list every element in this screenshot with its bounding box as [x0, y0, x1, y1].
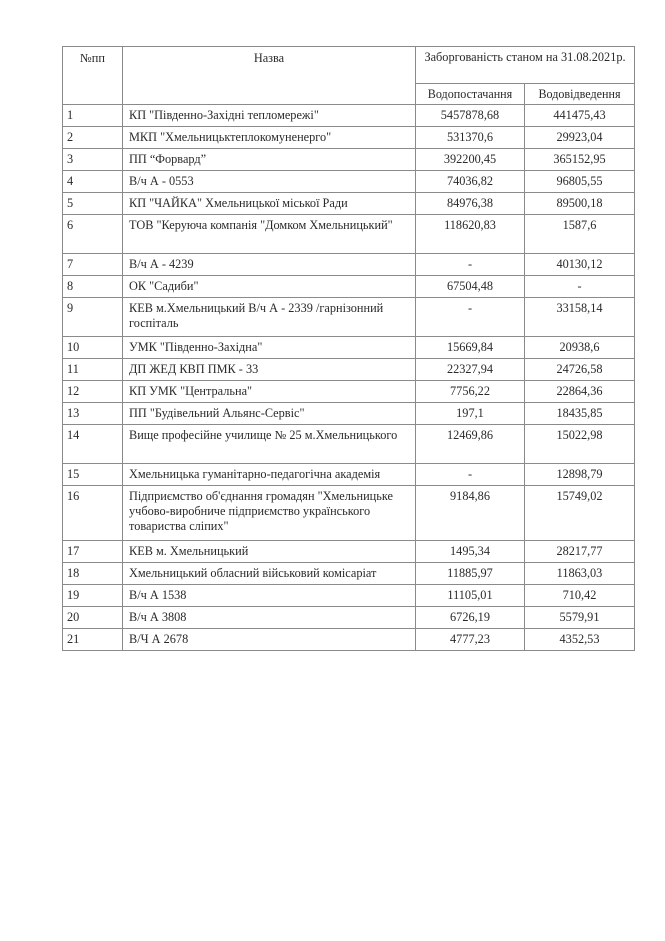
row-name: Хмельницька гуманітарно-педагогічна академія [123, 464, 416, 486]
row-name: В/ч А - 0553 [123, 171, 416, 193]
row-water-disposal: 710,42 [525, 585, 635, 607]
row-water-supply: - [416, 298, 525, 337]
table-row [63, 486, 635, 541]
row-number: 21 [63, 629, 123, 651]
table-row [63, 359, 635, 381]
table-body [63, 105, 635, 651]
table-row [63, 127, 635, 149]
row-water-disposal: 24726,58 [525, 359, 635, 381]
row-name: Підприємство об'єднання громадян "Хмельницьке учбово-виробниче підприємство українського товариства сліпих" [123, 486, 416, 541]
row-name: ОК "Садиби" [123, 276, 416, 298]
row-number: 18 [63, 563, 123, 585]
row-name: ДП ЖЕД КВП ПМК - 33 [123, 359, 416, 381]
table-row [63, 464, 635, 486]
row-water-disposal: 4352,53 [525, 629, 635, 651]
table-row [63, 607, 635, 629]
row-name: В/Ч А 2678 [123, 629, 416, 651]
row-water-supply: - [416, 254, 525, 276]
row-water-supply: 9184,86 [416, 486, 525, 541]
row-number: 5 [63, 193, 123, 215]
row-water-supply: 6726,19 [416, 607, 525, 629]
row-number: 14 [63, 425, 123, 464]
row-name: ПП "Будівельний Альянс-Сервіс" [123, 403, 416, 425]
table-row [63, 541, 635, 563]
header-water-disposal: Водовідведення [525, 84, 635, 105]
header-water-supply: Водопостачання [416, 84, 525, 105]
table-row [63, 149, 635, 171]
row-number: 9 [63, 298, 123, 337]
row-water-supply: - [416, 464, 525, 486]
row-water-disposal: 89500,18 [525, 193, 635, 215]
row-number: 20 [63, 607, 123, 629]
row-number: 7 [63, 254, 123, 276]
row-name: МКП "Хмельницьктеплокомуненерго" [123, 127, 416, 149]
row-number: 2 [63, 127, 123, 149]
row-name: КП "ЧАЙКА" Хмельницької міської Ради [123, 193, 416, 215]
row-water-supply: 11885,97 [416, 563, 525, 585]
row-number: 3 [63, 149, 123, 171]
row-number: 8 [63, 276, 123, 298]
row-name: В/ч А 3808 [123, 607, 416, 629]
header-debt-group: Заборгованість станом на 31.08.2021р. [416, 47, 635, 84]
row-water-disposal: 441475,43 [525, 105, 635, 127]
row-water-disposal: 1587,6 [525, 215, 635, 254]
row-number: 11 [63, 359, 123, 381]
row-name: ТОВ "Керуюча компанія "Домком Хмельницький" [123, 215, 416, 254]
table-row [63, 105, 635, 127]
row-water-disposal: 365152,95 [525, 149, 635, 171]
row-number: 12 [63, 381, 123, 403]
row-name: В/ч А 1538 [123, 585, 416, 607]
row-number: 4 [63, 171, 123, 193]
row-water-disposal: 33158,14 [525, 298, 635, 337]
row-name: ПП “Форвард” [123, 149, 416, 171]
row-name: Хмельницький обласний військовий комісаріат [123, 563, 416, 585]
row-number: 16 [63, 486, 123, 541]
row-water-disposal: 12898,79 [525, 464, 635, 486]
row-water-supply: 4777,23 [416, 629, 525, 651]
row-water-supply: 74036,82 [416, 171, 525, 193]
row-water-supply: 15669,84 [416, 337, 525, 359]
row-number: 15 [63, 464, 123, 486]
row-name: В/ч А - 4239 [123, 254, 416, 276]
row-number: 13 [63, 403, 123, 425]
row-water-disposal: - [525, 276, 635, 298]
row-water-disposal: 15022,98 [525, 425, 635, 464]
row-water-supply: 5457878,68 [416, 105, 525, 127]
row-number: 1 [63, 105, 123, 127]
debt-table [62, 46, 635, 651]
row-water-disposal: 22864,36 [525, 381, 635, 403]
row-name: Вище професійне училище № 25 м.Хмельницького [123, 425, 416, 464]
row-water-supply: 11105,01 [416, 585, 525, 607]
row-water-disposal: 96805,55 [525, 171, 635, 193]
row-name: КЕВ м. Хмельницький [123, 541, 416, 563]
table-row [63, 629, 635, 651]
row-water-supply: 84976,38 [416, 193, 525, 215]
table-row [63, 337, 635, 359]
row-water-disposal: 28217,77 [525, 541, 635, 563]
row-water-supply: 1495,34 [416, 541, 525, 563]
header-name: Назва [123, 47, 416, 105]
table-row [63, 381, 635, 403]
row-number: 6 [63, 215, 123, 254]
row-water-disposal: 5579,91 [525, 607, 635, 629]
row-water-supply: 12469,86 [416, 425, 525, 464]
row-name: КЕВ м.Хмельницький В/ч А - 2339 /гарнізонний госпіталь [123, 298, 416, 337]
row-water-supply: 197,1 [416, 403, 525, 425]
header-row [63, 47, 635, 84]
row-number: 10 [63, 337, 123, 359]
header-number: №пп [63, 47, 123, 105]
row-water-supply: 67504,48 [416, 276, 525, 298]
table-row [63, 254, 635, 276]
row-water-disposal: 29923,04 [525, 127, 635, 149]
row-number: 17 [63, 541, 123, 563]
table-row [63, 298, 635, 337]
row-number: 19 [63, 585, 123, 607]
row-name: УМК "Південно-Західна" [123, 337, 416, 359]
row-water-disposal: 11863,03 [525, 563, 635, 585]
table-row [63, 171, 635, 193]
table-row [63, 276, 635, 298]
table-row [63, 193, 635, 215]
row-water-supply: 7756,22 [416, 381, 525, 403]
row-water-disposal: 15749,02 [525, 486, 635, 541]
row-name: КП УМК "Центральна" [123, 381, 416, 403]
row-water-disposal: 20938,6 [525, 337, 635, 359]
row-water-supply: 118620,83 [416, 215, 525, 254]
table-row [63, 403, 635, 425]
row-water-disposal: 40130,12 [525, 254, 635, 276]
table-row [63, 425, 635, 464]
row-water-supply: 392200,45 [416, 149, 525, 171]
row-name: КП "Південно-Західні тепломережі" [123, 105, 416, 127]
row-water-supply: 22327,94 [416, 359, 525, 381]
row-water-supply: 531370,6 [416, 127, 525, 149]
table-row [63, 585, 635, 607]
table-row [63, 215, 635, 254]
row-water-disposal: 18435,85 [525, 403, 635, 425]
table-row [63, 563, 635, 585]
